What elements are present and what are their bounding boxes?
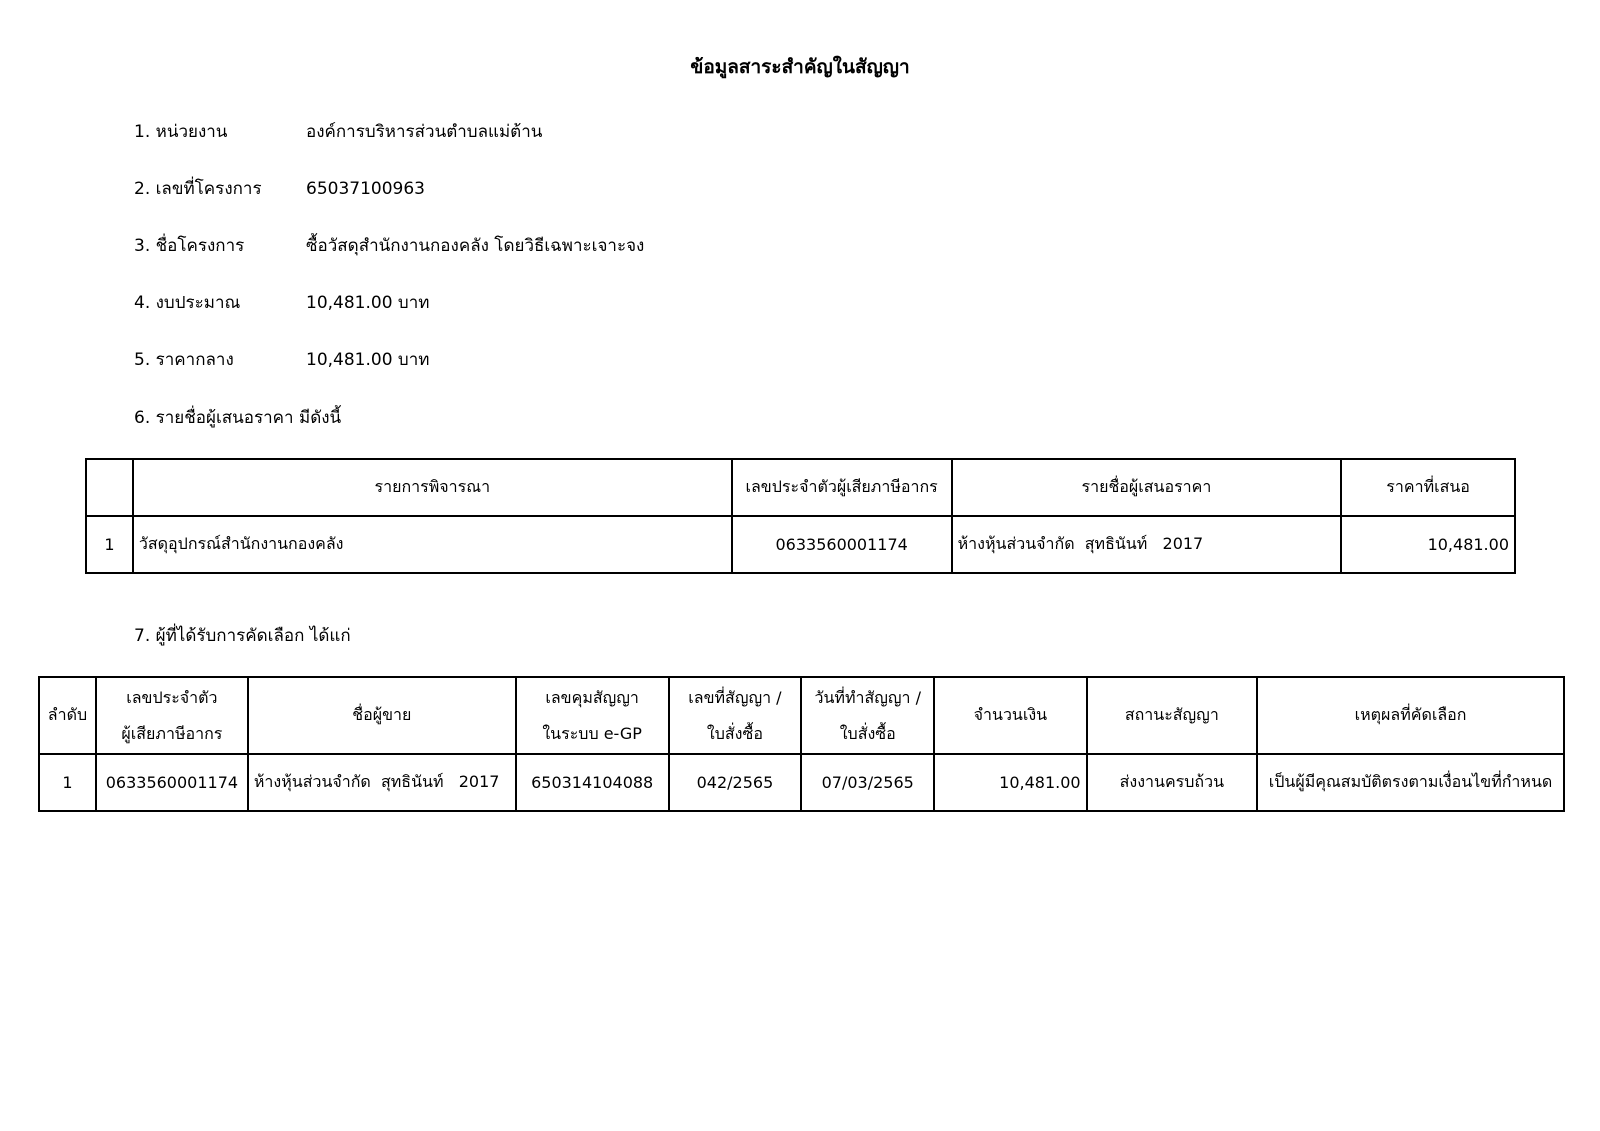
cell-amount: 10,481.00 <box>934 754 1086 811</box>
column-header-tax-id: เลขประจำตัวผู้เสียภาษีอากร <box>732 459 952 516</box>
cell-bidder: ห้างหุ้นส่วนจำกัด สุทธินันท์ 2017 <box>952 516 1342 573</box>
info-value: 65037100963 <box>306 179 425 199</box>
column-header-contract-date <box>801 677 934 754</box>
table-row <box>86 516 1515 573</box>
info-value: ซื้อวัสดุสำนักงานกองคลัง โดยวิธีเฉพาะเจาะจง <box>306 236 645 256</box>
section-7-title: 7. ผู้ที่ได้รับการคัดเลือก ได้แก่ <box>134 626 351 646</box>
column-header-contract-no <box>669 677 802 754</box>
header-line: เลขที่สัญญา / <box>688 687 782 707</box>
header-line: ผู้เสียภาษีอากร <box>121 723 223 743</box>
info-row-median-price <box>134 346 429 374</box>
info-label: 1. หน่วยงาน <box>134 122 228 142</box>
column-header-tax-id <box>96 677 248 754</box>
info-label: 5. ราคากลาง <box>134 350 234 370</box>
cell-no: 1 <box>39 754 96 811</box>
document-title: ข้อมูลสาระสำคัญในสัญญา <box>690 56 910 78</box>
header-line: ในระบบ e-GP <box>542 723 642 743</box>
cell-tax-id: 0633560001174 <box>732 516 952 573</box>
column-header-seller: ชื่อผู้ขาย <box>248 677 516 754</box>
table-row <box>39 754 1564 811</box>
info-value: องค์การบริหารส่วนตำบลแม่ต้าน <box>306 122 543 142</box>
cell-contract-date: 07/03/2565 <box>801 754 934 811</box>
info-row-budget <box>134 289 429 317</box>
winners-table <box>38 676 1565 812</box>
column-header-no <box>86 459 133 516</box>
header-line: เลขคุมสัญญา <box>545 687 639 707</box>
info-value: 10,481.00 บาท <box>306 350 430 370</box>
column-header-reason: เหตุผลที่คัดเลือก <box>1257 677 1564 754</box>
column-header-control-no <box>516 677 669 754</box>
section-6-title: 6. รายชื่อผู้เสนอราคา มีดังนี้ <box>134 408 342 428</box>
header-line: วันที่ทำสัญญา / <box>814 687 921 707</box>
cell-status: ส่งงานครบถ้วน <box>1087 754 1257 811</box>
column-header-item: รายการพิจารณา <box>133 459 732 516</box>
cell-reason: เป็นผู้มีคุณสมบัติตรงตามเงื่อนไขที่กำหนด <box>1257 754 1564 811</box>
table-header-row <box>86 459 1515 516</box>
cell-item: วัสดุอุปกรณ์สำนักงานกองคลัง <box>133 516 732 573</box>
column-header-no: ลำดับ <box>39 677 96 754</box>
info-row-project-name <box>134 232 644 260</box>
header-line: ใบสั่งซื้อ <box>706 723 763 743</box>
cell-control-no: 650314104088 <box>516 754 669 811</box>
column-header-amount: จำนวนเงิน <box>934 677 1086 754</box>
cell-price: 10,481.00 <box>1341 516 1515 573</box>
column-header-bidder: รายชื่อผู้เสนอราคา <box>952 459 1342 516</box>
cell-seller: ห้างหุ้นส่วนจำกัด สุทธินันท์ 2017 <box>248 754 516 811</box>
header-line: เลขประจำตัว <box>126 687 218 707</box>
bidders-table <box>85 458 1516 574</box>
column-header-status: สถานะสัญญา <box>1087 677 1257 754</box>
info-value: 10,481.00 บาท <box>306 293 430 313</box>
info-row-project-number <box>134 175 425 203</box>
info-label: 3. ชื่อโครงการ <box>134 236 245 256</box>
cell-no: 1 <box>86 516 133 573</box>
info-label: 2. เลขที่โครงการ <box>134 179 262 199</box>
cell-tax-id: 0633560001174 <box>96 754 248 811</box>
info-row-agency <box>134 118 542 146</box>
header-line: ใบสั่งซื้อ <box>839 723 896 743</box>
info-label: 4. งบประมาณ <box>134 293 241 313</box>
cell-contract-no: 042/2565 <box>669 754 802 811</box>
column-header-price: ราคาที่เสนอ <box>1341 459 1515 516</box>
table-header-row <box>39 677 1564 754</box>
